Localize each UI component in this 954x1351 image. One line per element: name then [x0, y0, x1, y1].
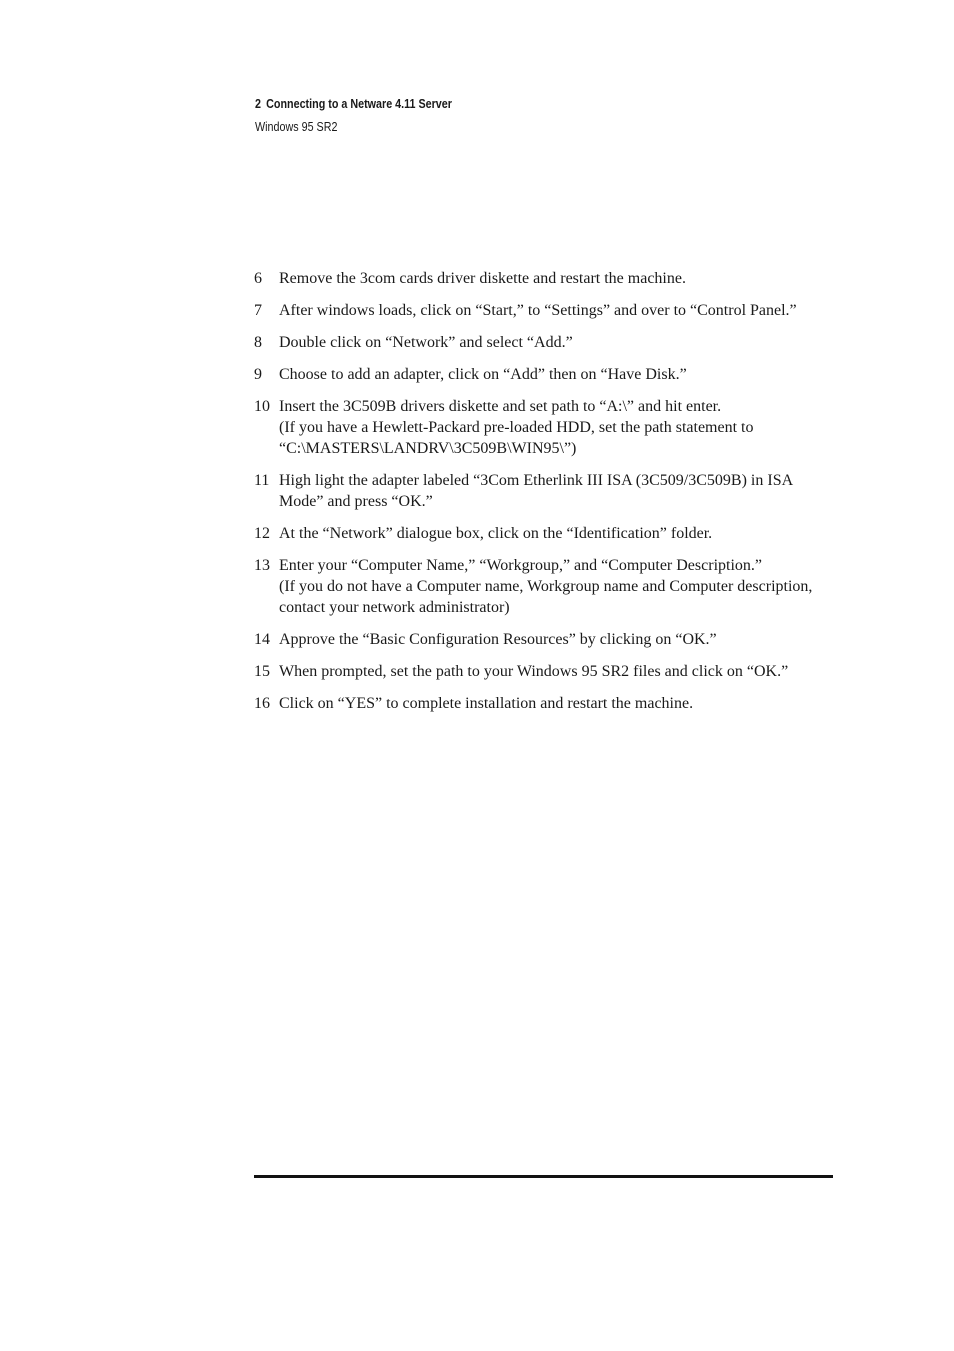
- step-text: [279, 332, 834, 353]
- step-number: 9: [254, 366, 262, 383]
- step-text: [279, 396, 834, 459]
- step-text: [279, 629, 834, 650]
- step-text: [279, 555, 834, 618]
- footer-rule: [254, 1175, 833, 1178]
- step-item: [254, 629, 834, 650]
- section-title: Windows 95 SR2: [255, 120, 338, 134]
- step-line: When prompted, set the path to your Windows 95 SR2 files and click on “OK.”: [279, 663, 789, 680]
- step-line: At the “Network” dialogue box, click on the “Identification” folder.: [279, 525, 713, 542]
- step-number: 10: [254, 398, 270, 415]
- step-item: [254, 364, 834, 385]
- running-header: [255, 95, 452, 136]
- step-text: [279, 661, 834, 682]
- step-item: [254, 300, 834, 321]
- step-line: Enter your “Computer Name,” “Workgroup,” and “Computer Description.”: [279, 557, 762, 574]
- chapter-title: Connecting to a Netware 4.11 Server: [266, 97, 452, 111]
- step-text: [279, 693, 834, 714]
- step-number: 12: [254, 525, 270, 542]
- step-number: 8: [254, 334, 262, 351]
- step-number: 14: [254, 631, 270, 648]
- step-item: [254, 693, 834, 714]
- step-text: [279, 268, 834, 289]
- step-item: [254, 661, 834, 682]
- step-text: [279, 364, 834, 385]
- step-line: Double click on “Network” and select “Add.”: [279, 334, 573, 351]
- step-item: [254, 332, 834, 353]
- step-item: [254, 523, 834, 544]
- step-number: 7: [254, 302, 262, 319]
- step-line: After windows loads, click on “Start,” to “Settings” and over to “Control Panel.”: [279, 302, 797, 319]
- instruction-steps: [254, 268, 834, 725]
- step-number: 6: [254, 270, 262, 287]
- step-line: High light the adapter labeled “3Com Etherlink III ISA (3C509/3C509B) in ISA Mode” and press “OK.”: [279, 472, 793, 510]
- chapter-number: 2: [255, 97, 261, 111]
- step-number: 16: [254, 695, 270, 712]
- step-line: (If you have a Hewlett-Packard pre-loaded HDD, set the path statement to “C:\MASTERS\LANDRV\3C509B\WIN95\”): [279, 419, 754, 457]
- step-item: [254, 396, 834, 459]
- step-number: 15: [254, 663, 270, 680]
- step-line: Click on “YES” to complete installation and restart the machine.: [279, 695, 694, 712]
- step-item: [254, 268, 834, 289]
- step-line: Choose to add an adapter, click on “Add” then on “Have Disk.”: [279, 366, 687, 383]
- step-text: [279, 470, 834, 512]
- step-line: (If you do not have a Computer name, Workgroup name and Computer description, contact your network administrator): [279, 578, 813, 616]
- step-line: Insert the 3C509B drivers diskette and set path to “A:\” and hit enter.: [279, 398, 722, 415]
- step-text: [279, 300, 834, 321]
- step-text: [279, 523, 834, 544]
- step-number: 11: [254, 472, 270, 489]
- step-line: Remove the 3com cards driver diskette and restart the machine.: [279, 270, 686, 287]
- step-number: 13: [254, 557, 270, 574]
- step-item: [254, 555, 834, 618]
- step-line: Approve the “Basic Configuration Resources” by clicking on “OK.”: [279, 631, 717, 648]
- step-item: [254, 470, 834, 512]
- chapter-heading: [255, 95, 452, 113]
